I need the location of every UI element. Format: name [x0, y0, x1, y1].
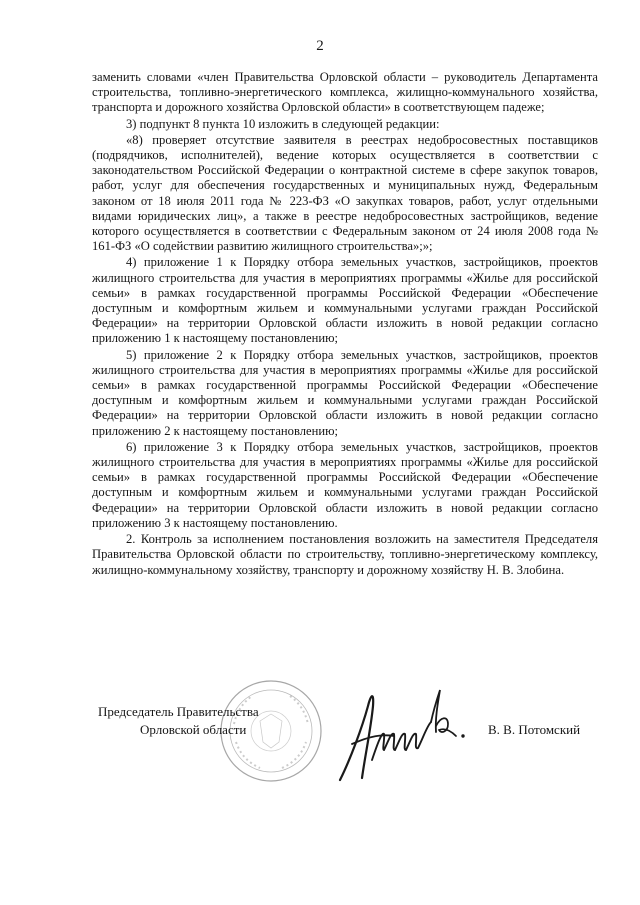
signatory-title-line-2: Орловской области: [140, 722, 247, 737]
handwritten-signature: [322, 676, 472, 786]
paragraph: 2. Контроль за исполнением постановления возложить на заместителя Председателя Правительства Орловской области по строительству, топливно-энергетическому комплексу, жилищно-коммунальному хозяйству, транспорту и дорожному хозяйству Н. В. Злобина.: [92, 532, 598, 577]
paragraph: 4) приложение 1 к Порядку отбора земельных участков, застройщиков, проектов жилищного строительства для участия в мероприятиях программы «Жилье для российской семьи» в рамках государственной программы Российской Федерации «Обеспечение доступным и комфортным жильем и коммунальными услугами граждан Российской Федерации» на территории Орловской области изложить в новой редакции согласно приложению 1 к настоящему постановлению;: [92, 255, 598, 346]
paragraph: заменить словами «член Правительства Орловской области – руководитель Департамента строительства, топливно-энергетического комплекса, жилищно-коммунального хозяйства, транспорта и дорожного хозяйства Орловской области» в соответствующем падеже;: [92, 70, 598, 115]
signatory-name: В. В. Потомский: [488, 722, 581, 737]
signatory-title-line-1: Председатель Правительства: [98, 704, 259, 719]
paragraph: 3) подпункт 8 пункта 10 изложить в следующей редакции:: [126, 116, 440, 131]
paragraph: «8) проверяет отсутствие заявителя в реестрах недобросовестных поставщиков (подрядчиков, исполнителей), ведение которых осуществляется в соответствии с законодательством Российской Федерации о контрактной системе в сфере закупок товаров, работ, услуг для обеспечения государственных и муниципальных нужд, Федеральным законом от 18 июля 2011 года № 223-ФЗ «О закупках товаров, работ, услуг отдельными видами юридических лиц», а также в реестре недобросовестных застройщиков, ведение которого осуществляется в соответствии с Федеральным законом от 24 июля 2008 года № 161-ФЗ «О содействии развитию жилищного строительства»;»;: [92, 132, 598, 254]
page-number: 2: [316, 38, 324, 54]
document-body: [92, 70, 598, 579]
signature-block: [0, 660, 640, 790]
paragraph: 5) приложение 2 к Порядку отбора земельных участков, застройщиков, проектов жилищного строительства для участия в мероприятиях программы «Жилье для российской семьи» в рамках государственной программы Российской Федерации «Обеспечение доступным и комфортным жильем и коммунальными услугами граждан Российской Федерации» на территории Орловской области изложить в новой редакции согласно приложению 2 к настоящему постановлению;: [92, 347, 598, 438]
paragraph: 6) приложение 3 к Порядку отбора земельных участков, застройщиков, проектов жилищного строительства для участия в мероприятиях программы «Жилье для российской семьи» в рамках государственной программы Российской Федерации «Обеспечение доступным и комфортным жильем и коммунальными услугами граждан Российской Федерации» на территории Орловской области изложить в новой редакции согласно приложению 3 к настоящему постановлению.: [92, 439, 598, 530]
